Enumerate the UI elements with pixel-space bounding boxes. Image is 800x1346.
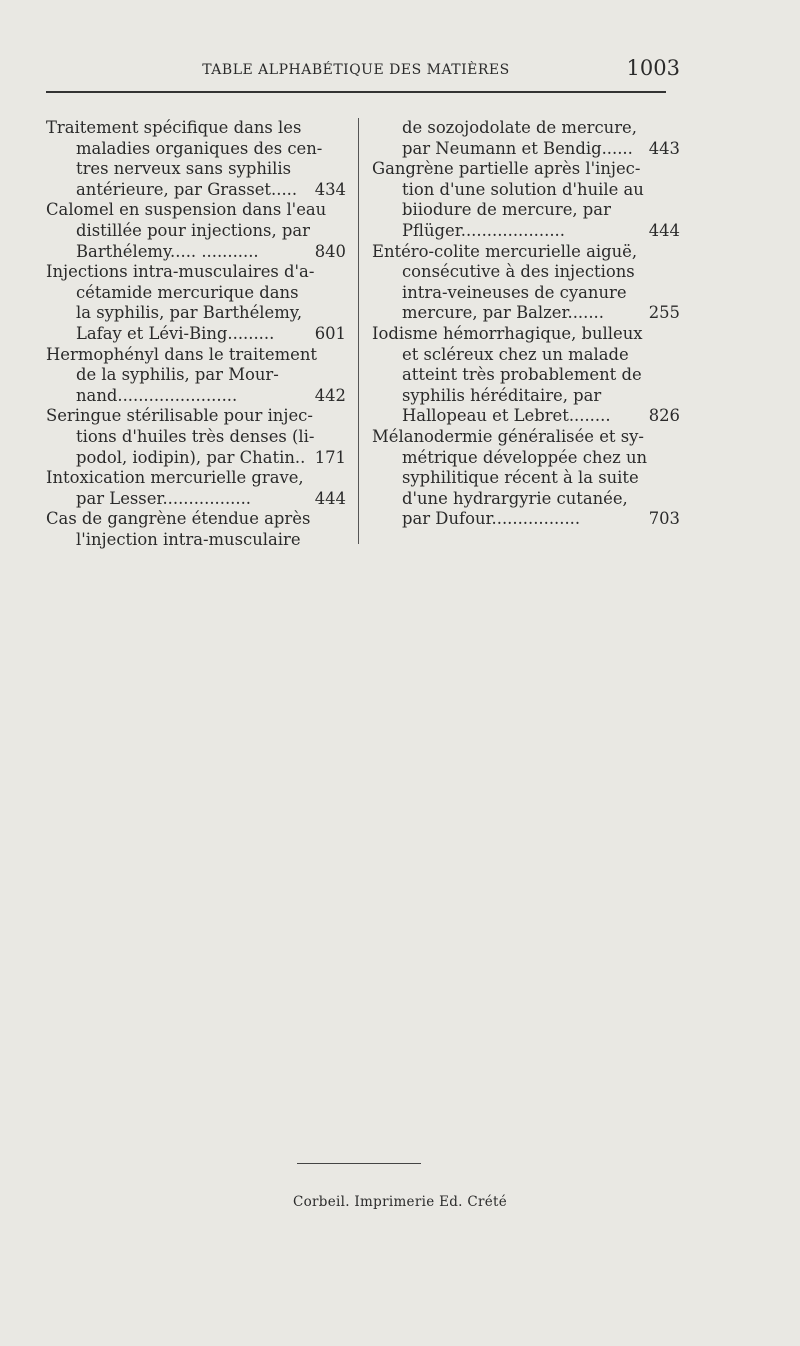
entry-line: d'une hydrargyrie cutanée,: [402, 488, 628, 508]
entry-line: Traitement spécifique dans les: [46, 118, 302, 137]
page-reference: 171: [314, 447, 346, 467]
entry-line: Calomel en suspension dans l'eau: [46, 200, 327, 220]
entry-text: nand.......................: [76, 385, 238, 405]
entry-line: tions d'huiles très denses (li-: [76, 426, 315, 446]
entry-text: podol, iodipin), par Chatin..: [76, 447, 306, 467]
page-reference: 840: [314, 241, 346, 261]
page-reference: 703: [648, 509, 680, 529]
entry-line: Hermophényl dans le traitement: [46, 344, 317, 364]
running-title: TABLE ALPHABÉTIQUE DES MATIÈRES: [202, 62, 510, 78]
entry-line: distillée pour injections, par: [76, 220, 310, 240]
index-entry: [46, 406, 346, 468]
entry-line: Intoxication mercurielle grave,: [46, 468, 304, 488]
entry-line: [46, 386, 346, 407]
index-entry: [46, 345, 346, 407]
page-reference: 434: [314, 179, 346, 199]
index-entry: [46, 200, 346, 262]
entry-line: cétamide mercurique dans: [76, 282, 299, 302]
entry-line: et scléreux chez un malade: [402, 344, 629, 364]
entry-line: [372, 303, 680, 324]
entry-line: Iodisme hémorrhagique, bulleux: [372, 323, 643, 343]
entry-line: atteint très probablement de: [402, 365, 642, 385]
printer-imprint: Corbeil. Imprimerie Ed. Crété: [292, 1194, 508, 1210]
index-entry: [372, 242, 680, 324]
page-reference: 442: [314, 385, 346, 405]
index-entry: [372, 324, 680, 427]
index-entry: [372, 159, 680, 241]
page-reference: 601: [314, 323, 346, 343]
header-rule: [46, 91, 666, 93]
entry-line: l'injection intra-musculaire: [76, 529, 301, 549]
column-divider: [358, 118, 359, 544]
page-reference: 443: [648, 138, 680, 158]
entry-line: syphilis héréditaire, par: [402, 385, 602, 405]
entry-text: Hallopeau et Lebret........: [402, 406, 611, 426]
entry-line: Mélanodermie généralisée et sy-: [372, 426, 644, 446]
entry-text: Barthélemy..... ...........: [76, 241, 259, 261]
entry-line: [46, 448, 346, 469]
entry-text: antérieure, par Grasset.....: [76, 179, 298, 199]
entry-text: Pflüger....................: [402, 220, 565, 240]
page-reference: 444: [314, 488, 346, 508]
entry-line: [46, 242, 346, 263]
entry-line: [372, 221, 680, 242]
entry-line: [372, 509, 680, 530]
entry-line: [46, 180, 346, 201]
entry-line: Seringue stérilisable pour injec-: [46, 406, 313, 426]
entry-text: mercure, par Balzer.......: [402, 303, 604, 323]
page-header: [46, 56, 680, 84]
page-number: 1003: [626, 56, 680, 80]
entry-line: Gangrène partielle après l'injec-: [372, 159, 641, 179]
entry-line: consécutive à des injections: [402, 262, 635, 282]
footer-rule: [297, 1163, 421, 1164]
entry-text: par Dufour.................: [402, 509, 581, 529]
entry-line: biiodure de mercure, par: [402, 200, 611, 220]
entry-line: [372, 406, 680, 427]
entry-line: Entéro-colite mercurielle aiguë,: [372, 241, 638, 261]
index-entry: [372, 118, 680, 159]
index-entry: [46, 118, 346, 200]
index-entry: [46, 509, 346, 550]
entry-line: métrique développée chez un: [402, 447, 648, 467]
entry-line: syphilitique récent à la suite: [402, 468, 639, 488]
entry-line: maladies organiques des cen-: [76, 138, 323, 158]
entry-line: Cas de gangrène étendue après: [46, 509, 311, 529]
entry-text: par Lesser.................: [76, 488, 252, 508]
entry-line: [46, 489, 346, 510]
left-column: [46, 118, 346, 550]
entry-line: tres nerveux sans syphilis: [76, 159, 292, 179]
page-reference: 255: [648, 303, 680, 323]
entry-line: la syphilis, par Barthélemy,: [76, 303, 303, 323]
right-column: [372, 118, 680, 530]
entry-line: [46, 324, 346, 345]
index-entry: [372, 427, 680, 530]
entry-text: Lafay et Lévi-Bing.........: [76, 323, 275, 343]
index-entry: [46, 262, 346, 344]
entry-line: Injections intra-musculaires d'a-: [46, 262, 315, 282]
index-entry: [46, 468, 346, 509]
page-reference: 444: [648, 220, 680, 240]
entry-line: [372, 139, 680, 160]
page-reference: 826: [648, 406, 680, 426]
entry-line: intra-veineuses de cyanure: [402, 282, 627, 302]
entry-line: de la syphilis, par Mour-: [76, 365, 279, 385]
entry-line: de sozojodolate de mercure,: [402, 118, 637, 137]
entry-line: tion d'une solution d'huile au: [402, 179, 644, 199]
entry-text: par Neumann et Bendig......: [402, 138, 633, 158]
